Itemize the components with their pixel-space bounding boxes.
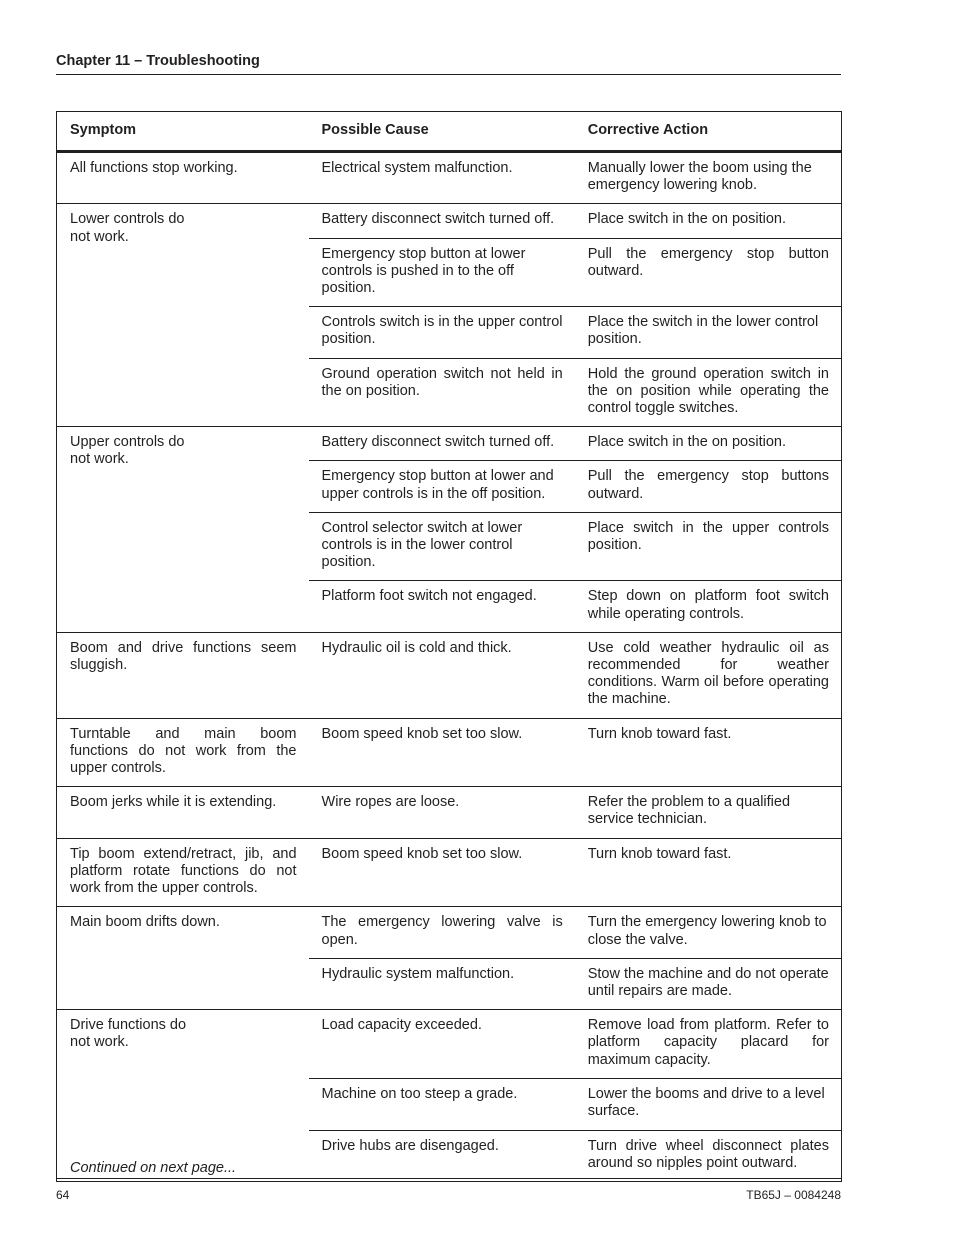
table-row [57,838,842,907]
cause-cell: Drive hubs are disengaged. [309,1130,575,1181]
table-row [57,907,842,958]
chapter-header [56,53,841,75]
action-cell: Step down on platform foot switch while operating controls. [575,581,842,632]
symptom-cell [57,204,309,427]
action-cell: Remove load from platform. Refer to platform capacity placard for maximum capacity. [575,1010,842,1079]
symptom-text: Drive functions do not work. [70,1017,187,1051]
table-row [57,718,842,787]
symptom-cell: Boom jerks while it is extending. [57,787,309,838]
symptom-cell: Tip boom extend/retract, jib, and platform rotate functions do not work from the upper controls. [57,838,309,907]
action-cell: Turn the emergency lowering knob to close the valve. [575,907,842,958]
cause-cell: Machine on too steep a grade. [309,1079,575,1130]
cause-cell: Wire ropes are loose. [309,787,575,838]
column-header-cause: Possible Cause [309,112,575,152]
action-cell: Manually lower the boom using the emergency lowering knob. [575,152,842,204]
cause-cell: Controls switch is in the upper control position. [309,307,575,358]
column-header-symptom: Symptom [57,112,309,152]
symptom-cell: Turntable and main boom functions do not work from the upper controls. [57,718,309,787]
table-row [57,787,842,838]
cause-cell: Emergency stop button at lower controls is pushed in to the off position. [309,238,575,307]
action-cell: Lower the booms and drive to a level surface. [575,1079,842,1130]
action-cell: Pull the emergency stop button outward. [575,238,842,307]
column-header-action: Corrective Action [575,112,842,152]
cause-cell: Boom speed knob set too slow. [309,838,575,907]
cause-cell: Hydraulic system malfunction. [309,958,575,1009]
symptom-cell [57,427,309,633]
action-cell: Place the switch in the lower control position. [575,307,842,358]
table-row [57,204,842,238]
page-footer [56,1178,841,1202]
table-row [57,427,842,461]
cause-cell: Control selector switch at lower controls is in the lower control position. [309,512,575,581]
action-cell: Turn knob toward fast. [575,838,842,907]
table-row [57,1010,842,1079]
continued-note: Continued on next page... [70,1159,237,1176]
document-id: TB65J – 0084248 [746,1188,841,1202]
symptom-text: Upper controls do not work. [70,434,185,468]
cause-cell: Hydraulic oil is cold and thick. [309,632,575,718]
cause-cell: Electrical system malfunction. [309,152,575,204]
table-header-row [57,112,842,152]
action-cell: Turn knob toward fast. [575,718,842,787]
table-row [57,632,842,718]
action-cell: Place switch in the on position. [575,204,842,238]
chapter-title: Chapter 11 – Troubleshooting [56,53,260,69]
cause-cell: Boom speed knob set too slow. [309,718,575,787]
cause-cell: Battery disconnect switch turned off. [309,427,575,461]
symptom-text: Lower controls do not work. [70,211,185,245]
action-cell: Place switch in the upper controls position. [575,512,842,581]
cause-cell: Load capacity exceeded. [309,1010,575,1079]
action-cell: Use cold weather hydraulic oil as recommended for weather conditions. Warm oil before operating the machine. [575,632,842,718]
cause-cell: The emergency lowering valve is open. [309,907,575,958]
symptom-cell: All functions stop working. [57,152,309,204]
cause-cell: Emergency stop button at lower and upper controls is in the off position. [309,461,575,512]
page-number: 64 [56,1188,70,1202]
cause-cell: Platform foot switch not engaged. [309,581,575,632]
action-cell: Place switch in the on position. [575,427,842,461]
table-row [57,152,842,204]
action-cell: Hold the ground operation switch in the on position while operating the control toggle switches. [575,358,842,427]
troubleshooting-table [56,111,842,1182]
action-cell: Refer the problem to a qualified service technician. [575,787,842,838]
symptom-cell: Main boom drifts down. [57,907,309,1010]
symptom-cell [57,1010,309,1182]
action-cell: Stow the machine and do not operate until repairs are made. [575,958,842,1009]
action-cell: Pull the emergency stop buttons outward. [575,461,842,512]
cause-cell: Battery disconnect switch turned off. [309,204,575,238]
cause-cell: Ground operation switch not held in the on position. [309,358,575,427]
symptom-cell: Boom and drive functions seem sluggish. [57,632,309,718]
action-cell: Turn drive wheel disconnect plates around so nipples point outward. [575,1130,842,1181]
